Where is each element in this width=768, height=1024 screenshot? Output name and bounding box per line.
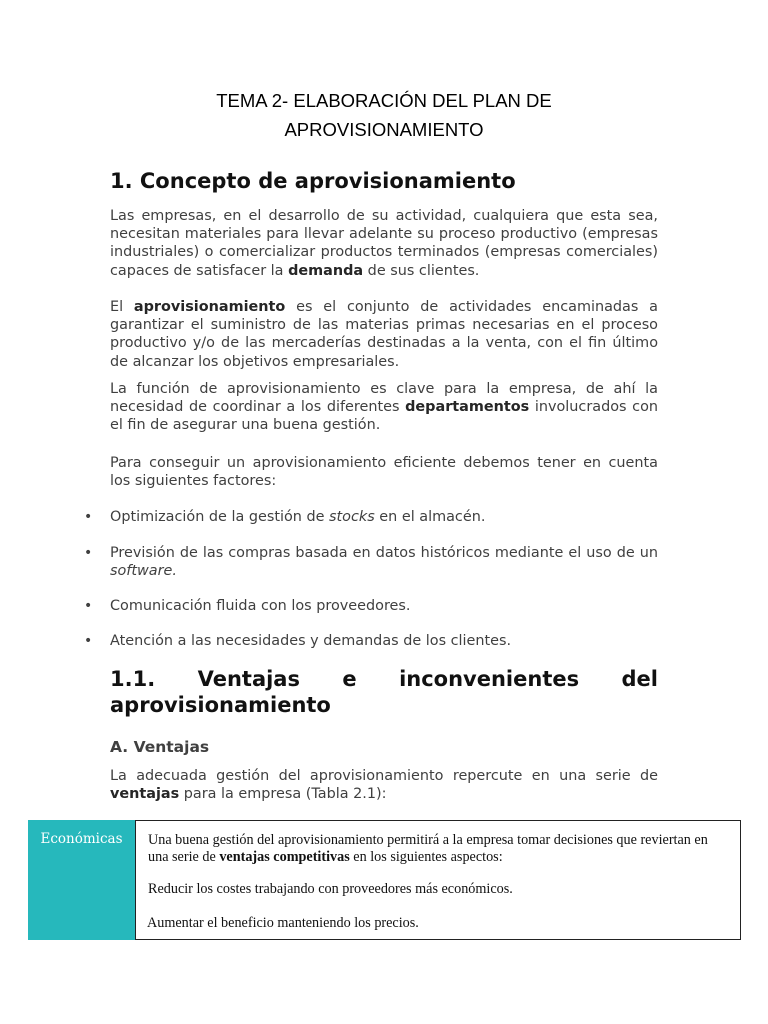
table-row-1: Una buena gestión del aprovisionamiento permitirá a la empresa tomar decisiones que reviertan en una serie de ventajas competitivas en los siguientes aspectos: [148,832,708,865]
table-body-cell [135,820,741,940]
paragraph-2: El aprovisionamiento es el conjunto de actividades encaminadas a garantizar el suministro de las materias primas necesarias en el proceso productivo y/o de las mercaderías destinadas a la venta, con el fin último de alcanzar los objetivos empresariales. [110,299,658,370]
paragraph-3: La función de aprovisionamiento es clave para la empresa, de ahí la necesidad de coordinar a los diferentes departamentos involucrados con el fin de asegurar una buena gestión. [110,381,658,434]
document-title [110,86,658,144]
section-1-heading: 1. Concepto de aprovisionamiento [110,169,516,193]
table-2-1 [28,820,741,940]
bullet-item-2: Previsión de las compras basada en datos históricos mediante el uso de un software. [110,545,658,580]
bullet-item-4: Atención a las necesidades y demandas de los clientes. [110,633,512,649]
subsection-a-heading: A. Ventajas [110,738,210,756]
paragraph-5: La adecuada gestión del aprovisionamiento repercute en una serie de ventajas para la empresa (Tabla 2.1): [110,768,658,803]
paragraph-1: Las empresas, en el desarrollo de su actividad, cualquiera que esta sea, necesitan materiales para llevar adelante su proceso productivo (empresas industriales) o comercializar productos terminados (empresas comerciales) capaces de satisfacer la demanda de sus clientes. [110,208,658,279]
table-row-3: Aumentar el beneficio manteniendo los precios. [147,915,419,931]
table-row-2: Reducir los costes trabajando con proveedores más económicos. [148,881,513,897]
bullet-marker: • [84,545,93,561]
title-line-1: TEMA 2- ELABORACIÓN DEL PLAN DE [216,90,552,111]
bullet-marker: • [84,598,93,614]
section-1-1-heading-line-1: 1.1. Ventajas e inconvenientes del [110,667,658,691]
bullet-marker: • [84,633,93,649]
table-header-cell: Económicas [28,820,135,940]
section-1-1-heading-line-2: aprovisionamiento [110,693,331,717]
paragraph-4: Para conseguir un aprovisionamiento eficiente debemos tener en cuenta los siguientes factores: [110,455,658,490]
section-1-1-heading [110,666,658,718]
title-line-2: APROVISIONAMIENTO [284,119,484,140]
bullet-item-1: Optimización de la gestión de stocks en el almacén. [110,509,486,525]
bullet-marker: • [84,509,93,525]
bullet-item-3: Comunicación fluida con los proveedores. [110,598,411,614]
